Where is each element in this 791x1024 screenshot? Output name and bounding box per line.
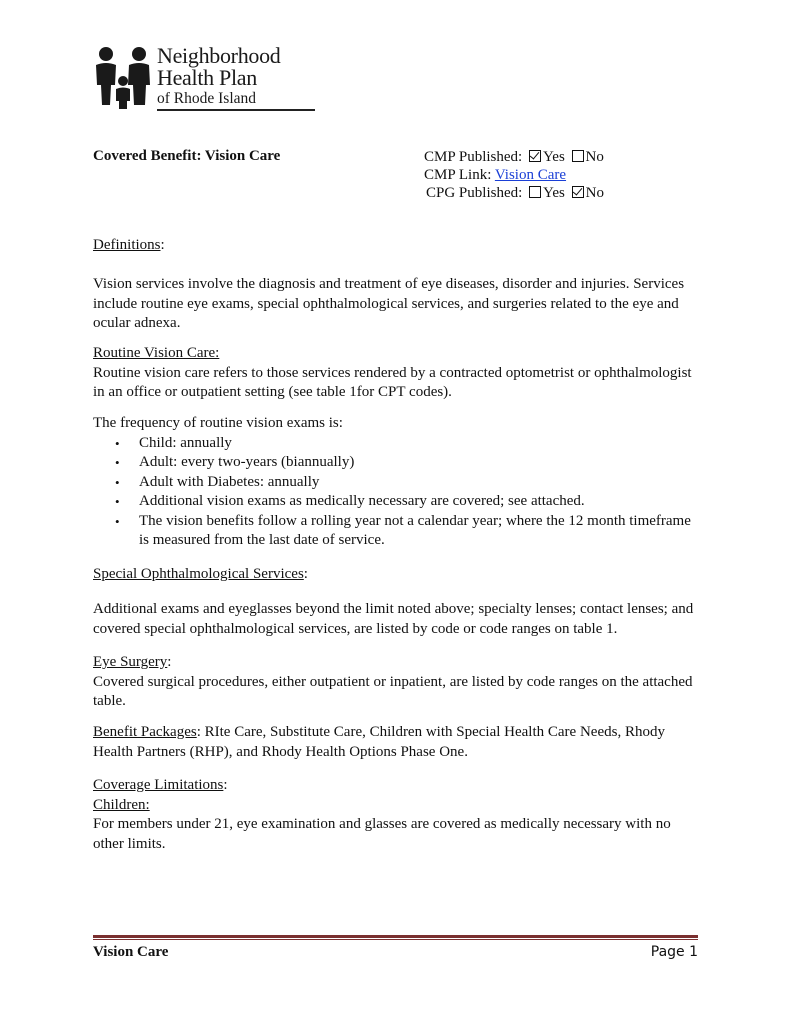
logo-wordmark [157, 45, 281, 108]
definitions-text: Vision services involve the diagnosis and treatment of eye diseases, disorder and injuries. Services include routine eye exams, special ophthalmological services, and surgeries related to the eye and ocular adnexa. [93, 276, 685, 331]
definitions-text-block [93, 275, 703, 334]
page-number: Page 1 [650, 944, 698, 960]
routine-heading: Routine Vision Care: [93, 345, 220, 361]
list-item: • Additional vision exams as medically necessary are covered; see attached. [93, 492, 703, 512]
logo-underline [157, 109, 315, 111]
packages-text: Benefit Packages: RIte Care, Substitute Care, Children with Special Health Care Needs, Rhody Health Partners (RHP), and Rhody Health Options Phase One. [93, 724, 665, 760]
special-section [93, 565, 703, 585]
routine-text: Routine vision care refers to those services rendered by a contracted optometrist or ophthalmologist in an office or outpatient setting (see table 1for CPT codes). [93, 364, 692, 400]
cmp-link-row [424, 166, 604, 184]
list-item: • Adult with Diabetes: annually [93, 473, 703, 493]
cmp-yes-checkbox [529, 150, 541, 162]
surgery-heading: Eye Surgery: [93, 654, 172, 670]
covered-benefit-title: Covered Benefit: Vision Care [93, 148, 281, 164]
list-item: • Adult: every two-years (biannually) [93, 453, 703, 473]
special-text-block [93, 600, 703, 639]
cpg-published-row [424, 184, 604, 202]
frequency-section [93, 414, 703, 551]
cmp-published-row [424, 148, 604, 166]
definitions-section [93, 236, 703, 256]
cpg-no-checkbox [572, 186, 584, 198]
family-silhouette-icon [93, 45, 157, 111]
surgery-text: Covered surgical procedures, either outpatient or inpatient, are listed by code ranges on the attached table. [93, 673, 693, 709]
publication-meta [424, 148, 604, 202]
cmp-vision-care-link[interactable]: Vision Care [494, 167, 567, 183]
cmp-published-label: CMP Published: [424, 149, 523, 165]
cpg-yes-label: Yes [543, 185, 565, 201]
logo-line-neighborhood: Neighborhood [157, 43, 281, 68]
special-text: Additional exams and eyeglasses beyond the limit noted above; specialty lenses; contact lenses; and covered special ophthalmological services, are listed by code or code ranges on table 1. [93, 601, 694, 637]
list-item: • The vision benefits follow a rolling year not a calendar year; where the 12 month timeframe is measured from the last date of service. [93, 512, 703, 551]
list-item: • Child: annually [93, 434, 703, 454]
logo-line-health-plan: Health Plan [157, 65, 257, 90]
cmp-no-checkbox [572, 150, 584, 162]
cmp-no-label: No [585, 149, 604, 165]
cmp-yes-label: Yes [542, 149, 565, 165]
children-heading: Children: [93, 796, 150, 813]
cpg-published-label: CPG Published: [426, 185, 523, 201]
cmp-link-label: CMP Link: [424, 167, 492, 183]
frequency-list [93, 434, 703, 551]
logo [93, 45, 315, 113]
logo-line-rhode-island: of Rhode Island [157, 90, 257, 107]
footer-rule-thin [93, 939, 698, 940]
frequency-intro: The frequency of routine vision exams is: [93, 415, 343, 431]
cpg-yes-checkbox [529, 186, 541, 198]
footer-title: Vision Care [93, 944, 169, 960]
packages-section [93, 723, 703, 762]
routine-section [93, 344, 703, 403]
limitations-heading: Coverage Limitations: [93, 777, 228, 793]
surgery-section [93, 653, 703, 712]
footer-rule [93, 935, 698, 938]
children-text: For members under 21, eye examination and glasses are covered as medically necessary with no other limits. [93, 816, 671, 852]
special-heading: Special Ophthalmological Services: [93, 566, 308, 582]
definitions-heading: Definitions: [93, 237, 165, 253]
limitations-section [93, 776, 703, 854]
cpg-no-label: No [585, 185, 604, 201]
